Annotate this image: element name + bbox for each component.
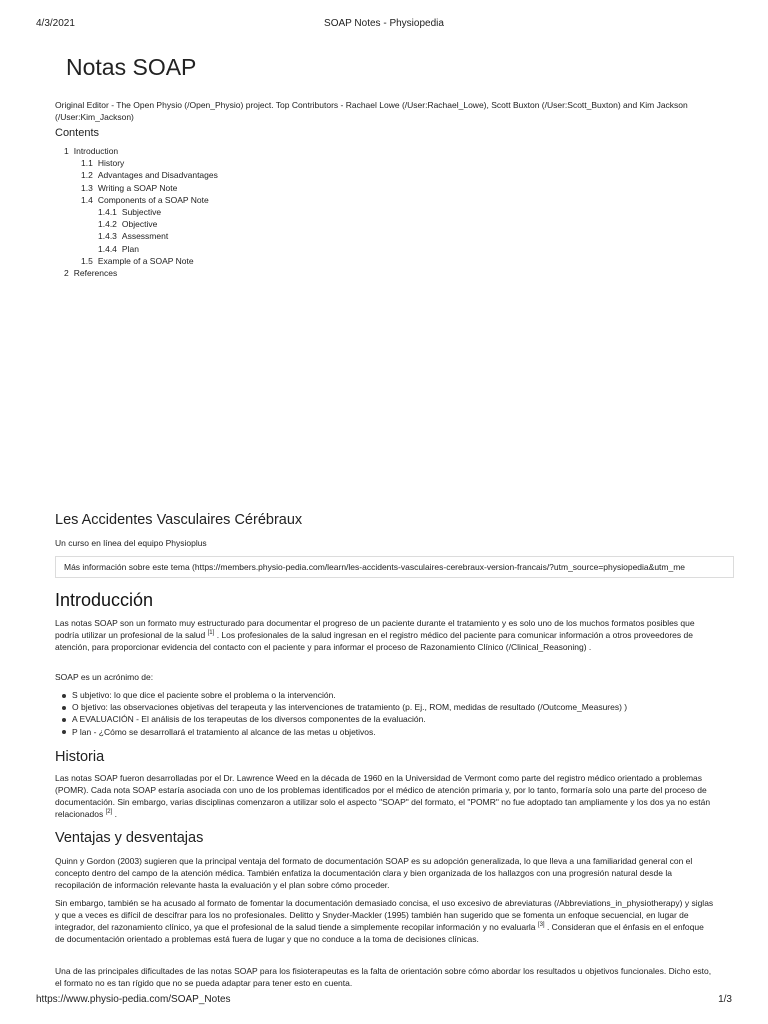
print-header xyxy=(36,18,732,32)
ref-1[interactable]: [1] xyxy=(207,630,215,637)
list-item: A EVALUACIÓN - El análisis de los terapeutas de los diversos componentes de la evaluación. xyxy=(62,713,712,725)
course-link-text[interactable]: Más información sobre este tema xyxy=(64,562,190,572)
print-footer xyxy=(36,994,732,1008)
toc-item-introduction[interactable]: 1 Introduction xyxy=(64,146,119,156)
course-heading: Les Accidentes Vasculaires Cérébraux xyxy=(55,512,303,528)
advantages-paragraph-2: Sin embargo, también se ha acusado al formato de fomentar la documentación demasiado concisa, el uso excesivo de abreviaturas (/Abbreviations_in_physiotherapy) y siglas y que a veces es difícil de descifrar para los no profesionales. Delitto y Snyder-Mackler (1995) también han sugerido que se fomenta un enfoque secuencial, en lugar de integrador, del razonamiento clínico, ya que el profesional de la salud tiende a simplemente recopilar información y no evaluarla [3] . Consideran que el énfasis en el enfoque de documentación orientado a problemas está fuera de lugar y que no conduce a la toma de decisiones clínicas. xyxy=(55,898,714,944)
bullet-icon xyxy=(62,694,66,698)
advantages-paragraph-1: Quinn y Gordon (2003) sugieren que la principal ventaja del formato de documentación SOAP es su adopción generalizada, lo que lleva a una familiaridad general con el concepto dentro del campo de la atención médica. También enfatiza la documentación clara y bien organizada de los hallazgos con una progresión natural desde la recopilación de información relevante hasta la evaluación y el plan sobre cómo proceder. xyxy=(55,856,693,890)
ref-3[interactable]: [3] xyxy=(537,922,545,929)
history-paragraph: Las notas SOAP fueron desarrolladas por el Dr. Lawrence Weed en la década de 1960 en la Universidad de Vermont como parte del registro médico orientado a problemas (POMR). Cada nota SOAP estaría asociada con uno de los problemas identificados por el médico de atención primaria y, por lo tanto, formaría solo una parte del proceso de documentación. Sin embargo, varias disciplinas comenzaron a utilizar solo el aspecto "SOAP" del formato, el "POMR" no fue adoptado tan ampliamente y los dos ya no están relacionados [2] . xyxy=(55,773,711,819)
intro-paragraph: Las notas SOAP son un formato muy estructurado para documentar el progreso de un paciente durante el tratamiento y es solo uno de los muchos formatos posibles que podría utilizar un profesional de la salud [1] . Los profesionales de la salud ingresan en el registro médico del paciente para comunicar información a otros proveedores de atención, para proporcionar evidencia del contacto con el paciente y para informar el proceso de Razonamiento Clínico (/Clinical_Reasoning) . xyxy=(55,618,695,652)
toc-item-writing[interactable]: 1.3 Writing a SOAP Note xyxy=(81,182,178,193)
bullet-icon xyxy=(62,730,66,734)
table-of-contents xyxy=(55,127,455,279)
toc-item-advantages[interactable]: 1.2 Advantages and Disadvantages xyxy=(81,170,218,181)
course-link-url[interactable]: (https://members.physio-pedia.com/learn/les-accidents-vasculaires-cerebraux-version-francais/?utm_source=physiopedia&utm_me xyxy=(192,562,686,572)
course-link-box[interactable] xyxy=(55,556,734,578)
bullet-icon xyxy=(62,718,66,722)
section-heading-history: Historia xyxy=(55,749,105,765)
section-heading-advantages: Ventajas y desventajas xyxy=(55,830,204,846)
print-url: https://www.physio-pedia.com/SOAP_Notes xyxy=(36,994,231,1005)
toc-item-assessment[interactable]: 1.4.3 Assessment xyxy=(98,231,169,242)
print-title: SOAP Notes - Physiopedia xyxy=(324,18,444,29)
ref-2[interactable]: [2] xyxy=(105,809,113,816)
toc-item-history[interactable]: 1.1 History xyxy=(81,158,125,169)
toc-item-subjective[interactable]: 1.4.1 Subjective xyxy=(98,206,162,217)
toc-title: Contents xyxy=(55,127,100,139)
page-number: 1/3 xyxy=(718,994,732,1005)
toc-item-components[interactable]: 1.4 Components of a SOAP Note xyxy=(81,194,209,205)
list-item: O bjetivo: las observaciones objetivas del terapeuta y las intervenciones de tratamiento (p. Ej., ROM, medidas de resultado (/Outcome_Measures) ) xyxy=(62,701,712,713)
toc-item-example[interactable]: 1.5 Example of a SOAP Note xyxy=(81,255,194,266)
print-date: 4/3/2021 xyxy=(36,18,75,29)
section-heading-introduction: Introducción xyxy=(55,590,154,610)
advantages-paragraph-3: Una de las principales dificultades de las notas SOAP para los fisioterapeutas es la falta de orientación sobre cómo abordar los resultados u objetivos funcionales. Dicho esto, el formato no es tan rígido que no se pueda adaptar para tener esto en cuenta. xyxy=(55,966,712,988)
soap-acronym-line: SOAP es un acrónimo de: xyxy=(55,672,154,682)
bullet-icon xyxy=(62,706,66,710)
editors-line: Original Editor - The Open Physio (/Open_Physio) project. Top Contributors - Rachael Lowe (/User:Rachael_Lowe), Scott Buxton (/User:Scott_Buxton) and Kim Jackson (/User:Kim_Jackson) xyxy=(55,100,688,122)
toc-item-plan[interactable]: 1.4.4 Plan xyxy=(98,243,139,254)
toc-item-references[interactable]: 2 References xyxy=(64,267,118,278)
soap-bullet-list xyxy=(62,689,712,738)
list-item: S ubjetivo: lo que dice el paciente sobre el problema o la intervención. xyxy=(62,689,712,701)
toc-list xyxy=(55,145,455,279)
list-item: P lan - ¿Cómo se desarrollará el tratamiento al alcance de las metas u objetivos. xyxy=(62,726,712,738)
page-title: Notas SOAP xyxy=(66,54,197,80)
toc-item-objective[interactable]: 1.4.2 Objective xyxy=(98,219,158,230)
course-subtitle: Un curso en línea del equipo Physioplus xyxy=(55,538,207,548)
